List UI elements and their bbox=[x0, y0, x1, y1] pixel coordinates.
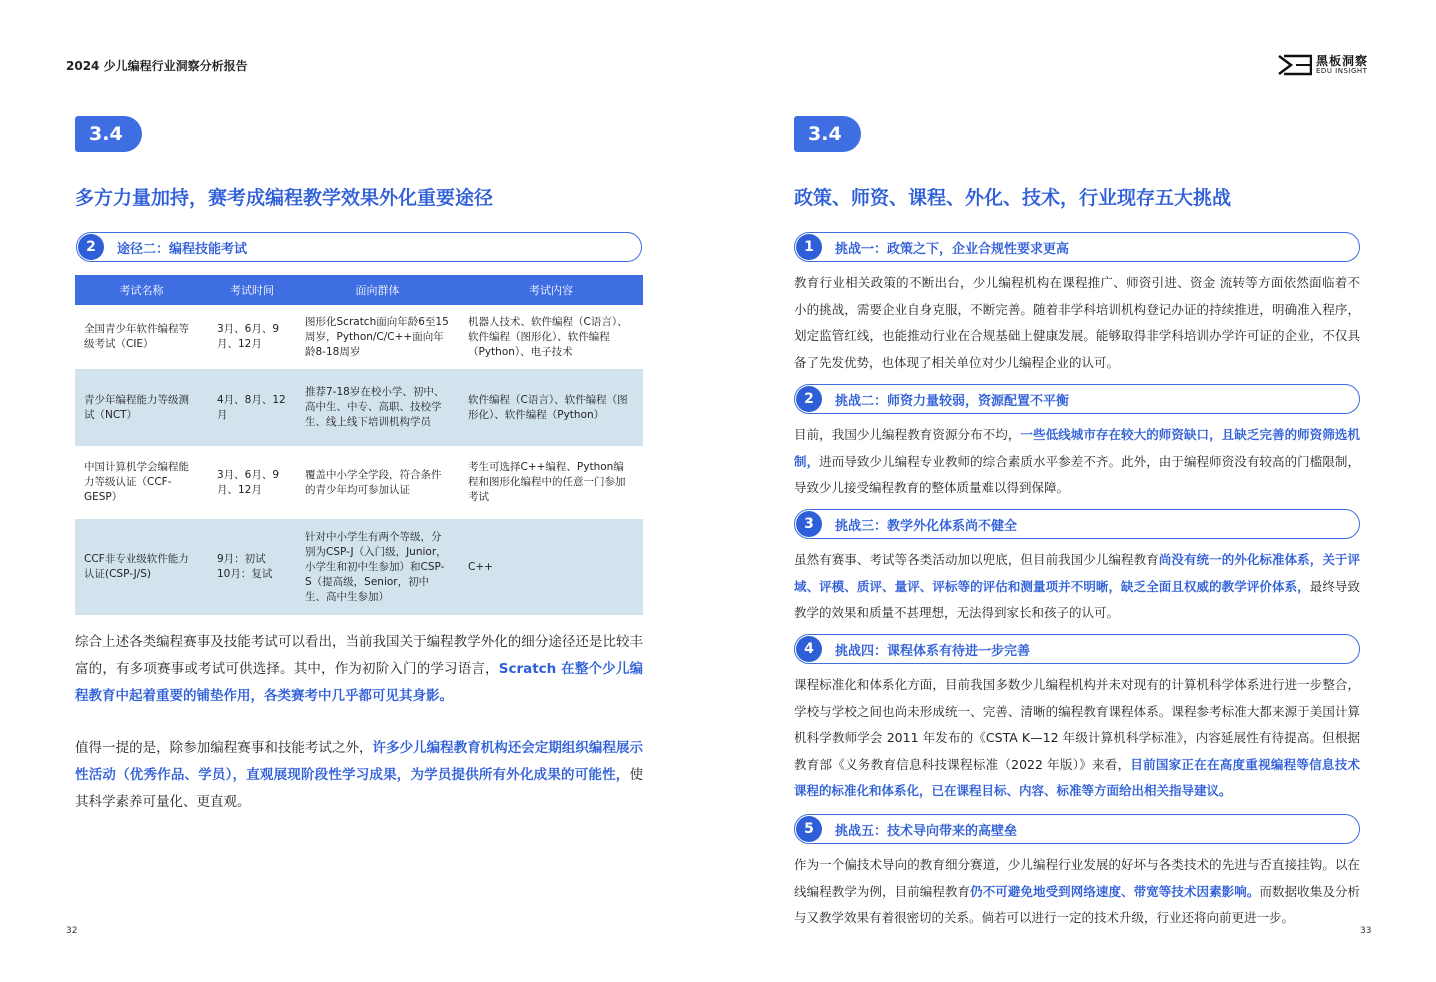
table-header-row bbox=[75, 275, 643, 305]
para-text: 教育行业相关政策的不断出台，少儿编程机构在课程推广、师资引进、资金 流转等方面依然面临着不小的挑战，需要企业自身克服，不断完善。随着非学科培训机构登记办证的持续推进，明确准入程序，划定监管红线，也能推动行业在合规基础上健康发展。能够取得非学科培训办学许可证的企业，不仅具备了先发优势，也体现了相关单位对少儿编程企业的认可。 bbox=[794, 275, 1360, 370]
table-header-cell: 面向群体 bbox=[296, 275, 459, 305]
table-header-cell: 考试时间 bbox=[208, 275, 296, 305]
table-cell: 3月、6月、9月、12月 bbox=[217, 323, 280, 350]
left-sub-heading bbox=[76, 232, 642, 262]
challenge-heading-1 bbox=[794, 232, 1360, 262]
challenge-title: 挑战二：师资力量较弱，资源配置不平衡 bbox=[835, 393, 1070, 409]
challenge-heading-2 bbox=[794, 384, 1360, 414]
challenge-paragraph-5 bbox=[794, 852, 1360, 932]
table-cell: 全国青少年软件编程等级考试（CIE） bbox=[84, 323, 189, 350]
table-row bbox=[75, 369, 643, 446]
table-cell: CCF非专业级软件能力认证(CSP-J/S) bbox=[75, 519, 208, 615]
table-cell: 针对中小学生有两个等级，分别为CSP-J（入门级，Junior，小学生和初中生参加）和CSP-S（提高级，Senior，初中生、高中生参加） bbox=[296, 519, 459, 615]
para-text: 进而导致少儿编程专业教师的综合素质水平参差不齐。此外，由于编程师资没有较高的门槛限制，导致少儿接受编程教育的整体质量难以得到保障。 bbox=[794, 453, 1360, 495]
table-cell: 机器人技术、软件编程（C语言）、软件编程（图形化）、软件编程（Python）、电子技术 bbox=[468, 315, 628, 358]
logo-en-text: EDU INSIGHT bbox=[1316, 67, 1368, 75]
table-cell: 图形化Scratch面向年龄6至15周岁，Python/C/C++面向年龄8-18周岁 bbox=[305, 315, 449, 358]
challenge-number: 3 bbox=[796, 511, 822, 537]
para-text: 使其科学素养可量化、更直观。 bbox=[75, 767, 643, 810]
para-text: 综合上述各类编程赛事及技能考试可以看出，当前我国关于编程教学外化的细分途径还是比较丰富的，有多项赛事或考试可供选择。其中，作为初阶入门的学习语言， bbox=[75, 634, 643, 677]
table-cell: 3月、6月、9月、12月 bbox=[217, 468, 280, 496]
para-text: 目前，我国少儿编程教育资源分布不均， bbox=[794, 427, 1021, 442]
table-cell: 覆盖中小学全学段，符合条件的青少年均可参加认证 bbox=[305, 468, 442, 496]
challenge-title: 挑战三：教学外化体系尚不健全 bbox=[835, 518, 1018, 534]
table-cell: 软件编程（C语言）、软件编程（图形化）、软件编程（Python） bbox=[459, 369, 643, 446]
para-highlight: 尚没有统一的外化标准体系，关于评域、评模、质评、量评、评标等的评估和测量项并不明晰，缺乏全面且权威的教学评价体系， bbox=[794, 552, 1360, 594]
para-text: 课程标准化和体系化方面，目前我国多数少儿编程机构并未对现有的计算机科学体系进行进一步整合，学校与学校之间也尚未形成统一、完善、清晰的编程教育课程体系。课程参考标准大都来源于美国计算机科学教师学会 2011 年发布的《CSTA K—12 年级计算机科学标准》，内容延展性有待提高。但根据教育部《义务教育信息科技课程标准（2022 年版）》来看， bbox=[794, 677, 1360, 772]
para-text: 虽然有赛事、考试等各类活动加以兜底，但目前我国少儿编程教育 bbox=[794, 552, 1159, 567]
sub-heading-text: 途径二：编程技能考试 bbox=[117, 241, 248, 257]
left-section-number: 3.4 bbox=[75, 116, 142, 152]
table-cell: 考生可选择C++编程、Python编程和图形化编程中的任意一门参加考试 bbox=[468, 461, 626, 503]
logo-icon bbox=[1278, 54, 1312, 76]
left-paragraph-1 bbox=[75, 629, 643, 710]
para-highlight: Scratch 在整个少儿编程教育中起着重要的铺垫作用，各类赛考中几乎都可见其身影。 bbox=[75, 661, 644, 704]
challenge-number: 1 bbox=[796, 234, 822, 260]
para-text: 作为一个偏技术导向的教育细分赛道，少儿编程行业发展的好坏与各类技术的先进与否直接挂钩。以在线编程教学为例，目前编程教育 bbox=[794, 857, 1360, 899]
exam-table bbox=[75, 275, 643, 615]
challenge-number: 5 bbox=[796, 816, 822, 842]
challenge-heading-5 bbox=[794, 814, 1360, 844]
table-cell: 4月、8月、12月 bbox=[208, 369, 296, 446]
left-paragraph-2 bbox=[75, 735, 643, 816]
para-highlight: 许多少儿编程教育机构还会定期组织编程展示性活动（优秀作品、学员），直观展现阶段性学习成果，为学员提供所有外化成果的可能性， bbox=[75, 740, 644, 783]
para-text: 最终导致教学的效果和质量不甚理想，无法得到家长和孩子的认可。 bbox=[794, 578, 1360, 620]
para-highlight: 目前国家正在在高度重视编程等信息技术课程的标准化和体系化，已在课程目标、内容、标准等方面给出相关指导建议。 bbox=[794, 756, 1360, 798]
right-page-number: 33 bbox=[1360, 926, 1372, 936]
table-row bbox=[75, 519, 643, 615]
table-cell: 9月：初试 10月：复试 bbox=[208, 519, 296, 615]
challenge-number: 2 bbox=[796, 386, 822, 412]
challenge-title: 挑战五：技术导向带来的高壁垒 bbox=[835, 823, 1018, 839]
logo-cn-text: 黑板洞察 bbox=[1316, 54, 1369, 68]
table-cell: 中国计算机学会编程能力等级认证（CCF-GESP） bbox=[84, 461, 189, 503]
para-highlight: 一些低线城市存在较大的师资缺口，且缺乏完善的师资筛选机制， bbox=[794, 427, 1360, 469]
para-text: 值得一提的是，除参加编程赛事和技能考试之外， bbox=[75, 740, 373, 756]
challenge-paragraph-3 bbox=[794, 547, 1360, 627]
table-row bbox=[75, 305, 643, 369]
table-cell: 青少年编程能力等级测试（NCT） bbox=[75, 369, 208, 446]
challenge-heading-3 bbox=[794, 509, 1360, 539]
left-page-number: 32 bbox=[66, 926, 78, 936]
challenge-title: 挑战四：课程体系有待进一步完善 bbox=[835, 643, 1031, 659]
table-row bbox=[75, 446, 643, 519]
brand-logo bbox=[1278, 54, 1368, 76]
table-cell: 推荐7-18岁在校小学、初中、高中生、中专、高职、技校学生、线上线下培训机构学员 bbox=[296, 369, 459, 446]
sub-heading-number: 2 bbox=[78, 234, 104, 260]
right-section-title: 政策、师资、课程、外化、技术，行业现存五大挑战 bbox=[794, 187, 1232, 209]
challenge-paragraph-1 bbox=[794, 270, 1360, 376]
left-section-title: 多方力量加持，赛考成编程教学效果外化重要途径 bbox=[75, 187, 494, 209]
report-title: 2024 少儿编程行业洞察分析报告 bbox=[66, 59, 248, 73]
table-header-cell: 考试内容 bbox=[459, 275, 643, 305]
table-cell: C++ bbox=[459, 519, 643, 615]
challenge-number: 4 bbox=[796, 636, 822, 662]
para-text: 而数据收集及分析与又教学效果有着很密切的关系。倘若可以进行一定的技术升级，行业还将向前更进一步。 bbox=[794, 883, 1360, 925]
right-section-number: 3.4 bbox=[794, 116, 861, 152]
challenge-paragraph-4 bbox=[794, 672, 1360, 805]
table-header-cell: 考试名称 bbox=[75, 275, 208, 305]
para-highlight: 仍不可避免地受到网络速度、带宽等技术因素影响。 bbox=[970, 883, 1260, 899]
challenge-heading-4 bbox=[794, 634, 1360, 664]
challenge-title: 挑战一：政策之下，企业合规性要求更高 bbox=[835, 241, 1070, 257]
challenge-paragraph-2 bbox=[794, 422, 1360, 502]
